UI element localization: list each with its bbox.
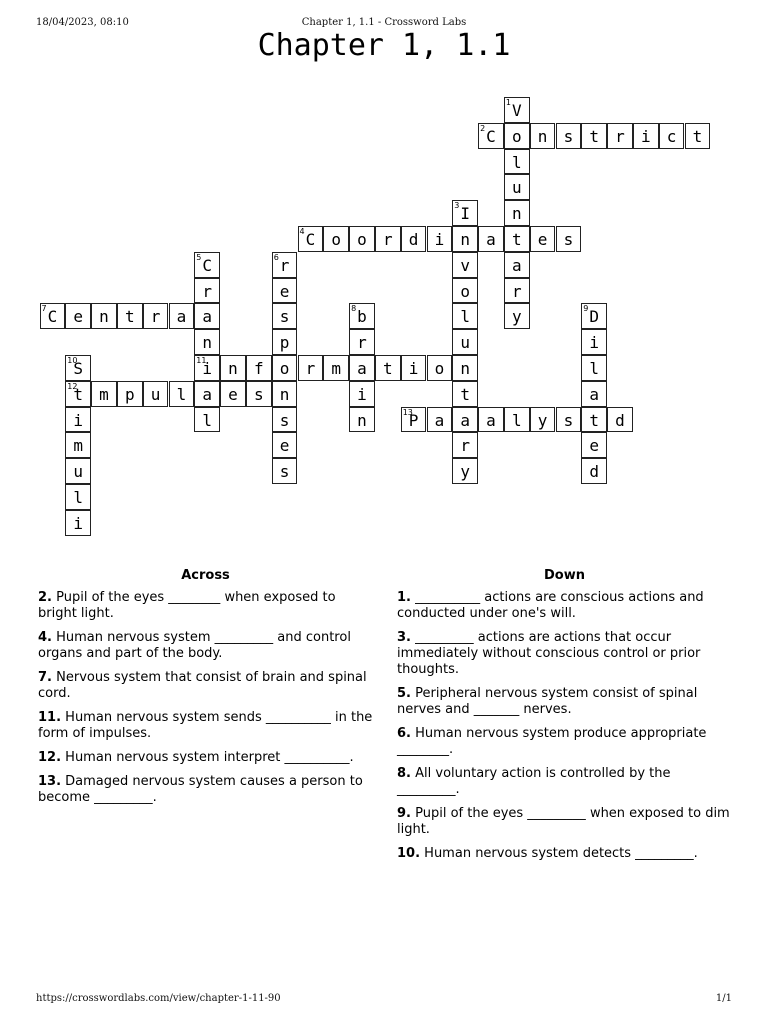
- grid-cell[interactable]: [581, 458, 607, 484]
- cell-letter: u: [511, 178, 522, 198]
- cell-letter: i: [73, 513, 84, 533]
- clue-text: Human nervous system sends __________ in the form of impulses.: [38, 710, 373, 741]
- grid-cell[interactable]: [169, 381, 195, 407]
- cell-letter: r: [202, 281, 213, 301]
- clue-down-6: [397, 726, 732, 758]
- grid-cell[interactable]: [504, 226, 530, 252]
- clue-number: 8.: [397, 766, 411, 781]
- grid-cell[interactable]: [349, 355, 375, 381]
- cell-letter: n: [460, 359, 471, 378]
- cell-letter: t: [73, 384, 84, 404]
- grid-cell[interactable]: [194, 303, 220, 329]
- cell-letter: a: [434, 410, 445, 430]
- cell-letter: l: [176, 384, 187, 404]
- grid-cell[interactable]: [504, 149, 530, 175]
- down-clues: [397, 568, 732, 870]
- clue-number: 11.: [38, 710, 62, 725]
- cell-letter: u: [73, 462, 84, 482]
- cell-letter: P: [408, 410, 419, 430]
- cell-letter: l: [511, 152, 522, 172]
- cell-letter: e: [279, 436, 290, 456]
- cell-letter: C: [47, 307, 58, 327]
- grid-cell[interactable]: [452, 329, 478, 355]
- cell-letter: o: [279, 359, 290, 378]
- grid-cell[interactable]: [272, 252, 298, 278]
- grid-cell[interactable]: [91, 303, 117, 329]
- grid-cell[interactable]: [556, 407, 582, 433]
- clue-text: Human nervous system _________ and control organs and part of the body.: [38, 630, 351, 661]
- clue-number: 12.: [38, 750, 62, 765]
- cell-letter: D: [589, 307, 600, 327]
- cell-letter: a: [202, 384, 213, 404]
- grid-cell[interactable]: [246, 381, 272, 407]
- cell-letter: l: [511, 410, 522, 430]
- cell-letter: n: [511, 204, 522, 224]
- grid-cell[interactable]: [272, 355, 298, 381]
- cell-letter: m: [331, 359, 342, 378]
- cell-letter: I: [460, 204, 471, 224]
- clue-text: Damaged nervous system causes a person to become _________.: [38, 774, 363, 805]
- grid-cell[interactable]: [40, 303, 66, 329]
- grid-cell[interactable]: [452, 278, 478, 304]
- cell-letter: S: [73, 359, 84, 378]
- cell-letter: e: [228, 384, 238, 404]
- cell-letter: y: [537, 410, 548, 430]
- cell-letter: a: [486, 230, 496, 249]
- grid-cell[interactable]: [452, 432, 478, 458]
- cell-letter: d: [615, 410, 625, 430]
- grid-cell[interactable]: [478, 226, 504, 252]
- clue-number: 3.: [397, 630, 411, 645]
- cell-letter: a: [202, 307, 213, 327]
- grid-cell[interactable]: [659, 123, 685, 149]
- grid-cell[interactable]: [504, 407, 530, 433]
- grid-cell[interactable]: [452, 252, 478, 278]
- clue-number: 4.: [38, 630, 52, 645]
- cell-letter: o: [331, 230, 342, 249]
- grid-cell[interactable]: [504, 200, 530, 226]
- clue-number: 6.: [397, 726, 411, 741]
- cell-letter: t: [382, 359, 393, 378]
- cell-letter: t: [124, 307, 135, 327]
- cell-clue-number: 7: [41, 304, 47, 314]
- grid-cell[interactable]: [581, 303, 607, 329]
- cell-letter: i: [434, 230, 445, 249]
- grid-cell[interactable]: [375, 355, 401, 381]
- grid-cell[interactable]: [581, 432, 607, 458]
- grid-cell[interactable]: [581, 381, 607, 407]
- cell-letter: a: [460, 410, 471, 430]
- cell-letter: s: [563, 410, 574, 430]
- cell-letter: n: [357, 410, 367, 430]
- clue-down-8: [397, 766, 732, 798]
- grid-cell[interactable]: [194, 407, 220, 433]
- grid-cell[interactable]: [349, 381, 375, 407]
- cell-letter: r: [615, 126, 625, 146]
- clue-number: 13.: [38, 774, 62, 789]
- print-page-number: 1/1: [715, 993, 732, 1004]
- grid-cell[interactable]: [530, 123, 556, 149]
- cell-letter: e: [589, 436, 600, 456]
- grid-cell[interactable]: [349, 329, 375, 355]
- cell-letter: l: [589, 359, 600, 378]
- grid-cell[interactable]: [530, 226, 556, 252]
- cell-letter: t: [589, 126, 600, 146]
- cell-letter: u: [150, 384, 161, 404]
- grid-cell[interactable]: [452, 381, 478, 407]
- cell-letter: r: [357, 333, 367, 353]
- grid-cell[interactable]: [375, 226, 401, 252]
- grid-cell[interactable]: [194, 381, 220, 407]
- cell-letter: t: [460, 384, 471, 404]
- grid-cell[interactable]: [401, 355, 427, 381]
- grid-cell[interactable]: [272, 381, 298, 407]
- clue-across-13: [38, 774, 373, 806]
- grid-cell[interactable]: [349, 303, 375, 329]
- cell-letter: o: [511, 126, 522, 146]
- cell-letter: n: [537, 126, 548, 146]
- clue-number: 2.: [38, 590, 52, 605]
- grid-cell[interactable]: [452, 407, 478, 433]
- cell-letter: i: [202, 359, 213, 378]
- grid-cell[interactable]: [194, 278, 220, 304]
- cell-letter: p: [124, 384, 135, 404]
- grid-cell[interactable]: [272, 432, 298, 458]
- grid-cell[interactable]: [427, 407, 453, 433]
- grid-cell[interactable]: [581, 329, 607, 355]
- cell-clue-number: 2: [480, 123, 486, 133]
- cell-letter: s: [279, 462, 290, 482]
- grid-cell[interactable]: [478, 407, 504, 433]
- grid-cell[interactable]: [452, 226, 478, 252]
- clue-text: Human nervous system detects _________.: [424, 846, 698, 861]
- cell-clue-number: 3: [454, 201, 460, 211]
- grid-cell[interactable]: [401, 226, 427, 252]
- grid-cell[interactable]: [65, 484, 91, 510]
- clue-number: 7.: [38, 670, 52, 685]
- grid-cell[interactable]: [65, 381, 91, 407]
- grid-cell[interactable]: [65, 303, 91, 329]
- clue-text: Human nervous system produce appropriate ________.: [397, 726, 707, 757]
- grid-cell[interactable]: [504, 97, 530, 123]
- grid-cell[interactable]: [272, 407, 298, 433]
- cell-letter: p: [279, 333, 290, 353]
- cell-letter: d: [408, 230, 419, 249]
- cell-letter: V: [511, 101, 522, 120]
- grid-cell[interactable]: [272, 278, 298, 304]
- cell-letter: s: [563, 126, 574, 146]
- cell-letter: n: [279, 384, 290, 404]
- cell-letter: m: [99, 384, 109, 404]
- grid-cell[interactable]: [65, 355, 91, 381]
- clue-across-7: [38, 670, 373, 702]
- grid-cell[interactable]: [194, 329, 220, 355]
- cell-clue-number: 8: [351, 304, 357, 314]
- grid-cell[interactable]: [65, 407, 91, 433]
- clue-down-5: [397, 686, 732, 718]
- clue-down-3: [397, 630, 732, 678]
- grid-cell[interactable]: [65, 458, 91, 484]
- cell-letter: a: [511, 255, 522, 275]
- across-heading: Across: [181, 568, 230, 583]
- cell-clue-number: 11: [196, 356, 207, 365]
- grid-cell[interactable]: [65, 510, 91, 536]
- cell-letter: a: [357, 359, 367, 378]
- cell-letter: b: [357, 307, 367, 327]
- cell-letter: s: [563, 230, 574, 249]
- grid-cell[interactable]: [556, 123, 582, 149]
- cell-letter: o: [357, 230, 367, 249]
- cell-letter: y: [460, 462, 471, 482]
- cell-letter: r: [305, 359, 316, 378]
- cell-clue-number: 5: [196, 252, 202, 262]
- grid-cell[interactable]: [427, 355, 453, 381]
- clue-down-10: [397, 846, 732, 862]
- cell-letter: l: [73, 488, 84, 507]
- cell-letter: d: [589, 462, 600, 482]
- grid-cell[interactable]: [452, 355, 478, 381]
- clue-text: __________ actions are conscious actions and conducted under one's will.: [397, 590, 704, 621]
- cell-letter: e: [73, 307, 84, 327]
- grid-cell[interactable]: [504, 123, 530, 149]
- grid-cell[interactable]: [607, 407, 633, 433]
- grid-cell[interactable]: [91, 381, 117, 407]
- cell-letter: i: [73, 410, 84, 430]
- grid-cell[interactable]: [65, 432, 91, 458]
- grid-cell[interactable]: [452, 303, 478, 329]
- grid-cell[interactable]: [504, 252, 530, 278]
- cell-letter: s: [279, 410, 290, 430]
- grid-cell[interactable]: [117, 303, 143, 329]
- cell-letter: i: [640, 126, 651, 146]
- grid-cell[interactable]: [143, 381, 169, 407]
- clue-text: Nervous system that consist of brain and spinal cord.: [38, 670, 367, 701]
- grid-cell[interactable]: [272, 329, 298, 355]
- cell-letter: r: [150, 307, 161, 327]
- grid-cell[interactable]: [298, 226, 324, 252]
- grid-cell[interactable]: [581, 407, 607, 433]
- grid-cell[interactable]: [143, 303, 169, 329]
- cell-letter: C: [202, 255, 213, 275]
- cell-clue-number: 12: [67, 381, 78, 391]
- cell-letter: l: [460, 307, 471, 327]
- cell-letter: f: [253, 359, 264, 378]
- cell-letter: C: [305, 230, 316, 249]
- clue-across-4: [38, 630, 373, 662]
- cell-clue-number: 1: [505, 98, 511, 107]
- cell-letter: r: [460, 436, 471, 456]
- cell-letter: n: [202, 333, 213, 353]
- grid-cell[interactable]: [685, 123, 711, 149]
- print-datetime: 18/04/2023, 08:10: [36, 17, 129, 28]
- grid-cell[interactable]: [272, 458, 298, 484]
- clue-text: Pupil of the eyes _________ when exposed to dim light.: [397, 806, 730, 837]
- print-site-title: Chapter 1, 1.1 - Crossword Labs: [301, 17, 467, 28]
- grid-cell[interactable]: [246, 355, 272, 381]
- cell-letter: s: [279, 307, 290, 327]
- grid-cell[interactable]: [220, 381, 246, 407]
- grid-cell[interactable]: [556, 226, 582, 252]
- cell-letter: a: [589, 384, 600, 404]
- cell-letter: o: [434, 359, 445, 378]
- cell-letter: i: [408, 359, 419, 378]
- clue-number: 1.: [397, 590, 411, 605]
- grid-cell[interactable]: [272, 303, 298, 329]
- grid-cell[interactable]: [401, 407, 427, 433]
- cell-letter: i: [589, 333, 600, 353]
- cell-clue-number: 6: [273, 252, 279, 262]
- clue-number: 10.: [397, 846, 421, 861]
- down-heading: Down: [544, 568, 585, 583]
- grid-cell[interactable]: [581, 355, 607, 381]
- grid-cell[interactable]: [194, 355, 220, 381]
- grid-cell[interactable]: [323, 226, 349, 252]
- grid-cell[interactable]: [169, 303, 195, 329]
- cell-letter: n: [228, 359, 238, 378]
- cell-letter: r: [382, 230, 393, 249]
- cell-clue-number: 10: [67, 356, 78, 365]
- cell-clue-number: 4: [299, 227, 305, 236]
- cell-letter: t: [511, 230, 522, 249]
- clue-number: 5.: [397, 686, 411, 701]
- grid-cell[interactable]: [349, 407, 375, 433]
- cell-letter: t: [692, 126, 703, 146]
- grid-cell[interactable]: [117, 381, 143, 407]
- cell-letter: e: [279, 281, 290, 301]
- cell-letter: l: [202, 410, 213, 430]
- clue-text: _________ actions are actions that occur immediately without conscious control or prior thoughts.: [397, 630, 701, 677]
- grid-cell[interactable]: [298, 355, 324, 381]
- clue-text: Pupil of the eyes ________ when exposed to bright light.: [38, 590, 336, 621]
- cell-clue-number: 9: [583, 304, 589, 314]
- clue-across-12: [38, 750, 373, 766]
- cell-letter: a: [486, 410, 496, 430]
- cell-letter: u: [460, 333, 471, 353]
- cell-letter: v: [460, 255, 471, 275]
- clue-down-1: [397, 590, 732, 622]
- grid-cell[interactable]: [607, 123, 633, 149]
- clue-across-2: [38, 590, 373, 622]
- grid-cell[interactable]: [530, 407, 556, 433]
- grid-cell[interactable]: [427, 226, 453, 252]
- clue-text: Peripheral nervous system consist of spinal nerves and _______ nerves.: [397, 686, 698, 717]
- grid-cell[interactable]: [220, 355, 246, 381]
- grid-cell[interactable]: [452, 458, 478, 484]
- clue-text: Human nervous system interpret __________.: [65, 750, 354, 765]
- cell-letter: m: [73, 436, 84, 456]
- cell-letter: C: [486, 126, 496, 146]
- grid-cell[interactable]: [504, 174, 530, 200]
- grid-cell[interactable]: [478, 123, 504, 149]
- grid-cell[interactable]: [581, 123, 607, 149]
- grid-cell[interactable]: [323, 355, 349, 381]
- grid-cell[interactable]: [452, 200, 478, 226]
- cell-letter: n: [460, 230, 471, 249]
- cell-letter: t: [589, 410, 600, 430]
- grid-cell[interactable]: [194, 252, 220, 278]
- grid-cell[interactable]: [504, 303, 530, 329]
- cell-letter: o: [460, 281, 471, 301]
- grid-cell[interactable]: [349, 226, 375, 252]
- cell-letter: e: [537, 230, 548, 249]
- grid-cell[interactable]: [633, 123, 659, 149]
- clue-across-11: [38, 710, 373, 742]
- cell-letter: s: [253, 384, 264, 404]
- grid-cell[interactable]: [504, 278, 530, 304]
- print-url: https://crosswordlabs.com/view/chapter-1-11-90: [36, 993, 281, 1004]
- across-clues: [38, 568, 373, 814]
- page-title: Chapter 1, 1.1: [257, 28, 511, 63]
- cell-letter: r: [279, 255, 290, 275]
- clue-down-9: [397, 806, 732, 838]
- cell-letter: c: [666, 126, 677, 146]
- cell-clue-number: 13: [402, 407, 413, 417]
- cell-letter: a: [176, 307, 187, 327]
- clue-text: All voluntary action is controlled by the _________.: [397, 766, 671, 797]
- cell-letter: r: [511, 281, 522, 301]
- cell-letter: y: [511, 307, 522, 327]
- clue-number: 9.: [397, 806, 411, 821]
- cell-letter: n: [99, 307, 109, 327]
- cell-letter: i: [357, 384, 367, 404]
